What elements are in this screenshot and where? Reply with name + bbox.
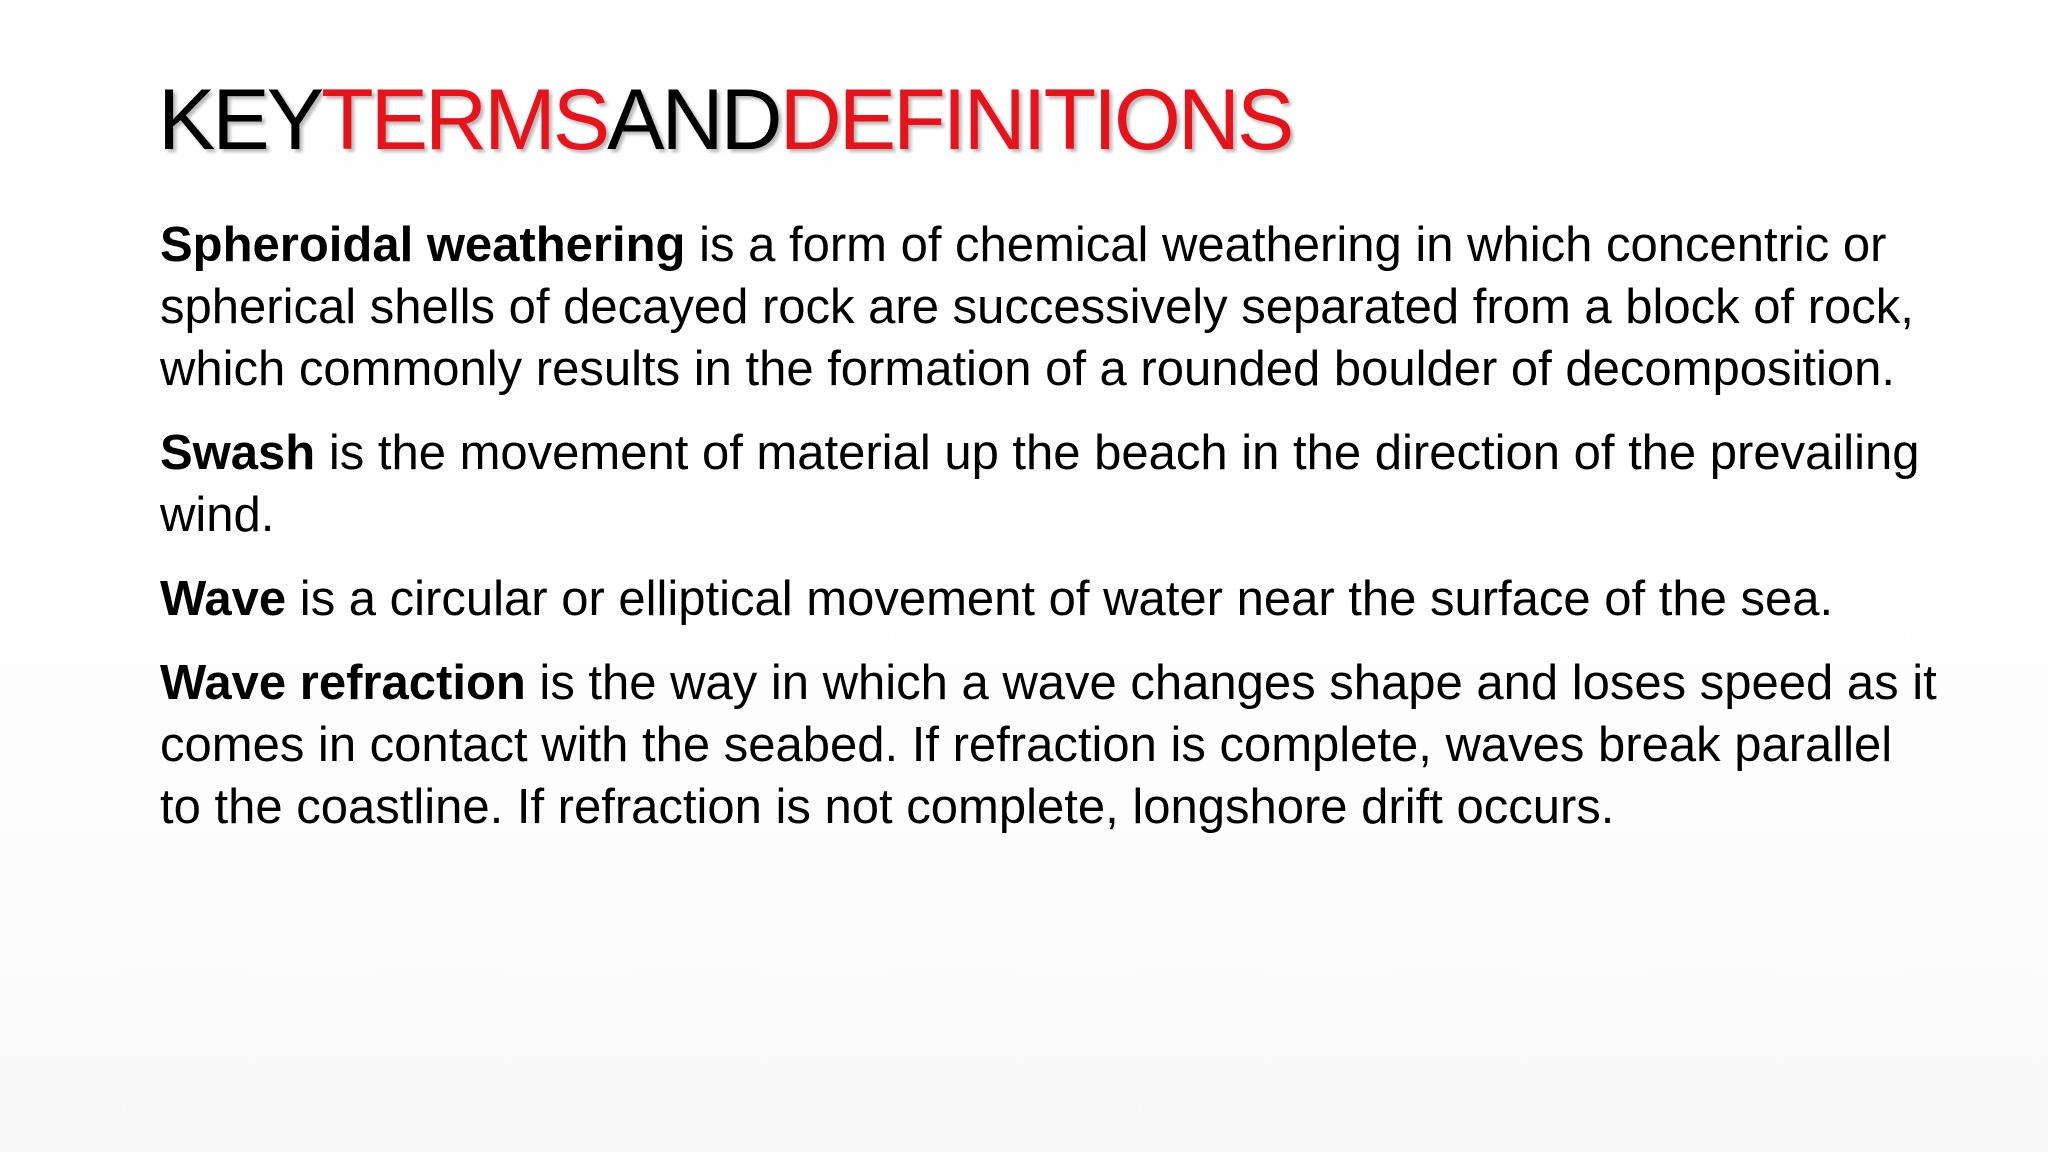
definition-wave: is a circular or elliptical movement of water near the surface of the sea.: [286, 572, 1834, 626]
definitions-list: [160, 214, 1940, 860]
definition-wave-refraction: is the way in which a wave changes shape and loses speed as it comes in contact with the seabed. If refraction is complete, waves break parallel to the coastline. If refraction is not complete, longshore drift occurs.: [160, 656, 1937, 834]
definition-entry-spheroidal-weathering: [160, 214, 1940, 400]
definition-entry-wave: [160, 568, 1940, 630]
term-swash: Swash: [160, 426, 316, 480]
title-part-key: KEY: [158, 72, 322, 168]
term-spheroidal-weathering: Spheroidal weathering: [160, 218, 686, 272]
term-wave: Wave: [160, 572, 287, 626]
slide-title: [158, 70, 1291, 170]
term-wave-refraction: Wave refraction: [160, 656, 526, 710]
definition-swash: is the movement of material up the beach in the direction of the prevailing wind.: [160, 426, 1920, 542]
definition-entry-wave-refraction: [160, 652, 1940, 838]
definition-entry-swash: [160, 422, 1940, 546]
title-part-terms: TERMS: [321, 72, 608, 168]
definition-spheroidal-weathering: is a form of chemical weathering in which concentric or spherical shells of decayed rock are successively separated from a block of rock, which commonly results in the formation of a rounded boulder of decomposition.: [160, 218, 1914, 396]
title-part-and: AND: [607, 72, 780, 168]
title-part-definitions: DEFINITIONS: [779, 72, 1292, 168]
